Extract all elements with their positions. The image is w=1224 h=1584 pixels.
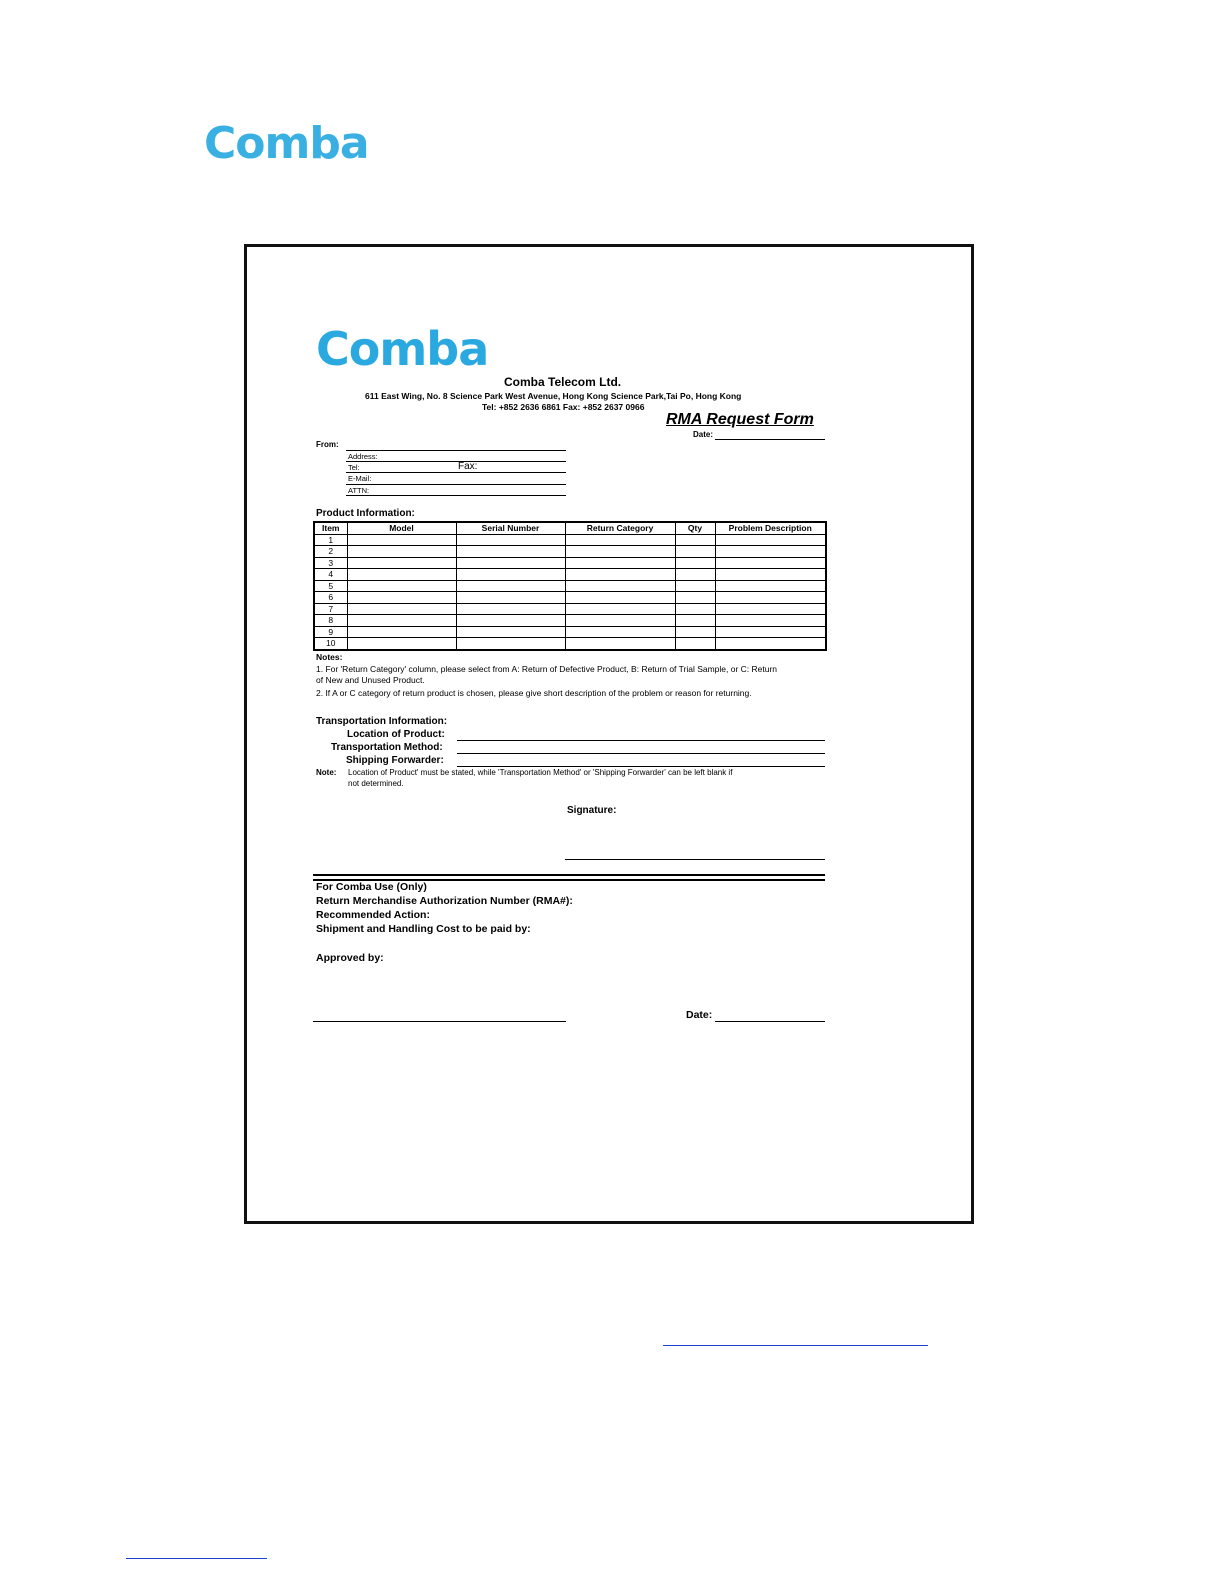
table-cell[interactable] — [565, 592, 675, 604]
table-cell[interactable] — [347, 534, 456, 546]
table-cell[interactable] — [347, 592, 456, 604]
form-date-label: Date: — [693, 430, 714, 439]
table-cell[interactable] — [715, 592, 826, 604]
transport-heading: Transportation Information: — [316, 716, 448, 727]
item-number: 3 — [314, 557, 347, 569]
approval-date-line[interactable] — [715, 1021, 825, 1022]
form-company-logo: Comba — [316, 322, 489, 376]
table-cell[interactable] — [715, 638, 826, 650]
table-cell[interactable] — [565, 569, 675, 581]
table-cell[interactable] — [456, 615, 565, 627]
table-cell[interactable] — [347, 626, 456, 638]
table-cell[interactable] — [347, 557, 456, 569]
table-cell[interactable] — [715, 615, 826, 627]
table-cell[interactable] — [675, 534, 715, 546]
email-line[interactable] — [346, 484, 566, 485]
table-row — [314, 580, 826, 592]
note-1-line-1: 1. For 'Return Category' column, please select from A: Return of Defective Product, B: Return of Trial Sample, or C: Return — [316, 664, 778, 674]
column-header: Return Category — [565, 522, 675, 534]
company-logo: Comba — [204, 118, 369, 169]
table-cell[interactable] — [565, 615, 675, 627]
table-cell[interactable] — [565, 557, 675, 569]
table-cell[interactable] — [456, 557, 565, 569]
table-cell[interactable] — [347, 546, 456, 558]
fax-label: Fax: — [458, 461, 478, 472]
company-address: 611 East Wing, No. 8 Science Park West Avenue, Hong Kong Science Park,Tai Po, Hong Kong — [365, 391, 742, 401]
table-cell[interactable] — [347, 569, 456, 581]
item-number: 2 — [314, 546, 347, 558]
approved-by-label: Approved by: — [316, 952, 384, 964]
table-cell[interactable] — [565, 580, 675, 592]
table-row — [314, 569, 826, 581]
transport-note-line-2: not determined. — [348, 779, 404, 788]
column-header: Model — [347, 522, 456, 534]
table-cell[interactable] — [456, 569, 565, 581]
table-cell[interactable] — [675, 580, 715, 592]
method-label: Transportation Method: — [331, 742, 443, 753]
item-number: 9 — [314, 626, 347, 638]
item-number: 1 — [314, 534, 347, 546]
table-cell[interactable] — [565, 546, 675, 558]
table-cell[interactable] — [675, 615, 715, 627]
table-row — [314, 557, 826, 569]
table-cell[interactable] — [347, 638, 456, 650]
attn-label: ATTN: — [348, 486, 370, 495]
from-label: From: — [316, 440, 339, 449]
form-title: RMA Request Form — [666, 411, 814, 428]
table-cell[interactable] — [456, 580, 565, 592]
product-table — [313, 521, 827, 651]
approval-date-label: Date: — [686, 1009, 713, 1021]
table-cell[interactable] — [456, 638, 565, 650]
from-line[interactable] — [346, 450, 566, 451]
table-header-row — [314, 522, 826, 534]
item-number: 6 — [314, 592, 347, 604]
rma-number-label: Return Merchandise Authorization Number (RMA#): — [316, 895, 573, 907]
table-cell[interactable] — [565, 534, 675, 546]
table-row — [314, 626, 826, 638]
table-cell[interactable] — [675, 626, 715, 638]
signature-label: Signature: — [567, 805, 617, 816]
company-contact: Tel: +852 2636 6861 Fax: +852 2637 0966 — [482, 402, 645, 412]
forwarder-label: Shipping Forwarder: — [346, 755, 444, 766]
table-cell[interactable] — [675, 592, 715, 604]
table-cell[interactable] — [456, 626, 565, 638]
transport-note-line-1: Location of Product' must be stated, while 'Transportation Method' or 'Shipping Forwarder' can be left blank if — [348, 768, 733, 777]
approved-by-line[interactable] — [313, 1021, 566, 1022]
tel-line[interactable] — [346, 472, 566, 473]
attn-line[interactable] — [346, 495, 566, 496]
table-cell[interactable] — [715, 569, 826, 581]
table-cell[interactable] — [456, 534, 565, 546]
address-label: Address: — [348, 452, 378, 461]
note-1-line-2: of New and Unused Product. — [316, 675, 425, 685]
table-cell[interactable] — [456, 603, 565, 615]
table-row — [314, 615, 826, 627]
location-line[interactable] — [457, 740, 825, 741]
table-cell[interactable] — [675, 557, 715, 569]
table-cell[interactable] — [565, 626, 675, 638]
company-name: Comba Telecom Ltd. — [504, 375, 622, 389]
item-number: 8 — [314, 615, 347, 627]
table-row — [314, 603, 826, 615]
signature-line[interactable] — [565, 859, 825, 860]
forwarder-line[interactable] — [457, 766, 825, 767]
table-cell[interactable] — [715, 603, 826, 615]
tel-label: Tel: — [348, 463, 360, 472]
location-label: Location of Product: — [347, 729, 445, 740]
table-cell[interactable] — [675, 603, 715, 615]
table-cell[interactable] — [675, 546, 715, 558]
footer-hyperlink-underline[interactable] — [126, 1558, 267, 1559]
table-row — [314, 592, 826, 604]
cost-label: Shipment and Handling Cost to be paid by: — [316, 923, 531, 935]
table-row — [314, 546, 826, 558]
product-info-heading: Product Information: — [316, 508, 415, 519]
item-number: 7 — [314, 603, 347, 615]
note-2: 2. If A or C category of return product is chosen, please give short description of the problem or reason for returning. — [316, 688, 752, 698]
column-header: Item — [314, 522, 347, 534]
item-number: 5 — [314, 580, 347, 592]
table-cell[interactable] — [565, 638, 675, 650]
table-cell[interactable] — [565, 603, 675, 615]
hyperlink-underline[interactable] — [663, 1345, 928, 1346]
table-cell[interactable] — [715, 626, 826, 638]
comba-use-heading: For Comba Use (Only) — [316, 881, 427, 893]
table-cell[interactable] — [347, 615, 456, 627]
table-cell[interactable] — [456, 592, 565, 604]
table-cell[interactable] — [675, 638, 715, 650]
section-divider-top — [313, 874, 825, 876]
notes-heading: Notes: — [316, 652, 343, 662]
item-number: 4 — [314, 569, 347, 581]
table-cell[interactable] — [715, 546, 826, 558]
table-row — [314, 638, 826, 650]
column-header: Qty — [675, 522, 715, 534]
item-number: 10 — [314, 638, 347, 650]
recommended-action-label: Recommended Action: — [316, 909, 430, 921]
column-header: Problem Description — [715, 522, 826, 534]
form-date-line[interactable] — [715, 439, 825, 440]
address-line[interactable] — [346, 461, 566, 462]
table-cell[interactable] — [347, 580, 456, 592]
method-line[interactable] — [457, 753, 825, 754]
transport-note-label: Note: — [316, 768, 337, 777]
table-cell[interactable] — [715, 580, 826, 592]
table-cell[interactable] — [347, 603, 456, 615]
table-row — [314, 534, 826, 546]
email-label: E-Mail: — [348, 474, 372, 483]
table-cell[interactable] — [715, 557, 826, 569]
column-header: Serial Number — [456, 522, 565, 534]
table-cell[interactable] — [715, 534, 826, 546]
table-cell[interactable] — [675, 569, 715, 581]
table-cell[interactable] — [456, 546, 565, 558]
